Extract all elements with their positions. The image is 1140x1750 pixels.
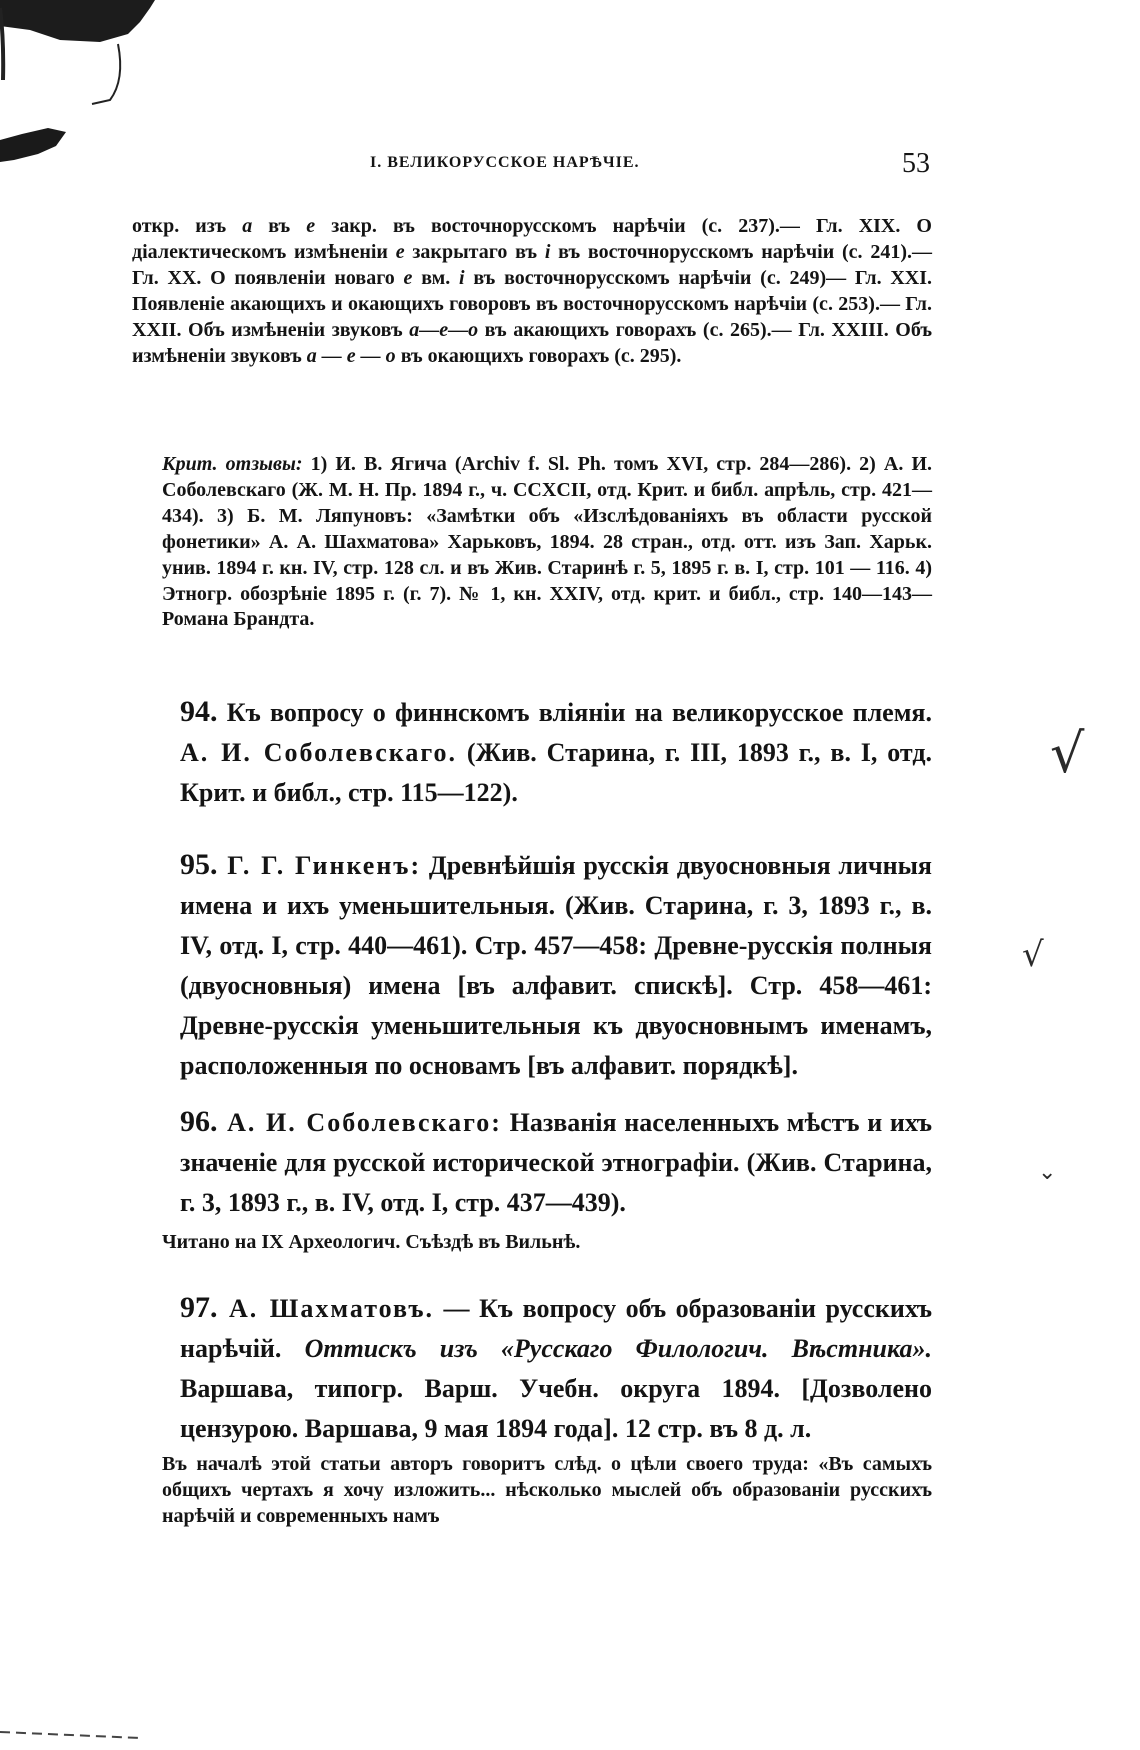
page-number: 53 [902,148,930,179]
entry-author: Г. Г. Гинкенъ: [217,851,422,880]
corner-stain-top-left [0,0,155,42]
entry-author: А. Шахматовъ. [217,1294,435,1323]
entry-number: 96. [180,1105,218,1138]
toc-continuation-paragraph: откр. изъ а въ е закр. въ восточнорусскомъ нарѣчіи (с. 237).— Гл. XIX. О діалектическомъ измѣненіи е закрытаго въ і въ восточнорусскомъ нарѣчіи (с. 241).— Гл. XX. О появленіи новаго е вм. і въ восточнорусскомъ нарѣчіи (с. 249)— Гл. XXI. Появленіе акающихъ и окающихъ говоровъ въ восточнорусскомъ нарѣчіи (с. 253).— Гл. XXII. Объ измѣненіи звуковъ а—е—о въ акающихъ говорахъ (с. 265).— Гл. XXIII. Объ измѣненіи звуковъ а — е — о въ окающихъ говорахъ (с. 295). [132,215,932,367]
reviews-paragraph [132,452,932,633]
reviews-label: Крит. отзывы: [162,453,303,475]
reviews-text: 1) И. В. Ягича (Archiv f. Sl. Ph. томъ XVI, стр. 284—286). 2) А. И. Соболевскаго (Ж. М. Н. Пр. 1894 г., ч. CCXCII, отд. Крит. и библ. апрѣль, стр. 421—434). 3) Б. М. Ляпуновъ: «Замѣтки объ «Изслѣдованіяхъ въ области русской фонетики» А. А. Шахматова» Харьковъ, 1894. 28 стран., отд. отт. изъ Зап. Харьк. унив. 1894 г. кн. IV, стр. 128 сл. и въ Жив. Старинѣ г. 5, 1895 г. в. I, стр. 101 — 116. 4) Этногр. обозрѣніе 1895 г. (г. 7). № 1, кн. XXIV, отд. крит. и библ., стр. 140—143—Романа Брандта. [162,453,932,631]
bottom-edge-specks [0,1732,140,1738]
entry-96: 96. А. И. Соболевскаго: Названія населенныхъ мѣстъ и ихъ значеніе для русской исторической этнографіи. (Жив. Старина, г. 3, 1893 г., в. IV, отд. I, стр. 437—439). [180,1105,932,1217]
entry-number: 95. [180,848,218,881]
edge-curl-stroke [92,44,120,104]
entry-source-italic: Оттискъ изъ «Русскаго Филологич. Вѣстника». [304,1334,932,1363]
ink-blot-left [0,128,66,162]
running-title: I. ВЕЛИКОРУССКОЕ НАРѢЧІЕ. [370,154,640,171]
entry-number: 94. [180,695,218,728]
edge-stroke-left [0,8,3,80]
margin-check-icon: √ [1050,722,1085,785]
entry-author: А. И. Соболевскаго. [180,738,458,767]
entry-94: 94. Къ вопросу о финнскомъ вліяніи на великорусское племя. А. И. Соболевскаго. (Жив. Старина, г. III, 1893 г., в. I, отд. Крит. и библ., стр. 115—122). [180,695,932,807]
entry-95: 95. Г. Г. Гинкенъ: Древнѣйшія русскія двуосновныя личныя имена и ихъ уменьшительныя. (Жив. Старина, г. 3, 1893 г., в. IV, отд. I, стр. 440—461). Стр. 457—458: Древне-русскія полныя (двуосновныя) имена [въ алфавит. спискѣ]. Стр. 458—461: Древне-русскія уменьшительныя къ двуосновнымъ именамъ, расположенныя по основамъ [въ алфавит. порядкѣ]. [180,848,932,1080]
margin-tick-icon: ⌄ [1038,1160,1057,1185]
entry-author: А. И. Соболевскаго: [217,1108,502,1137]
entry-97: 97. А. Шахматовъ. — Къ вопросу объ образованіи русскихъ нарѣчій. Оттискъ изъ «Русскаго Филологич. Вѣстника». Варшава, типогр. Варш. Учебн. округа 1894. [Дозволено цензурою. Варшава, 9 мая 1894 года]. 12 стр. въ 8 д. л. [180,1291,932,1443]
entry-97-note: Въ началѣ этой статьи авторъ говоритъ слѣд. о цѣли своего труда: «Въ самыхъ общихъ чертахъ я хочу изложить... нѣсколько мыслей объ образованіи русскихъ нарѣчій и современныхъ намъ [162,1453,932,1527]
entry-96-note: Читано на IX Археологич. Съѣздѣ въ Вильнѣ. [162,1231,581,1253]
margin-check-icon: √ [1022,935,1044,975]
running-header [130,148,930,188]
entry-number: 97. [180,1291,218,1324]
